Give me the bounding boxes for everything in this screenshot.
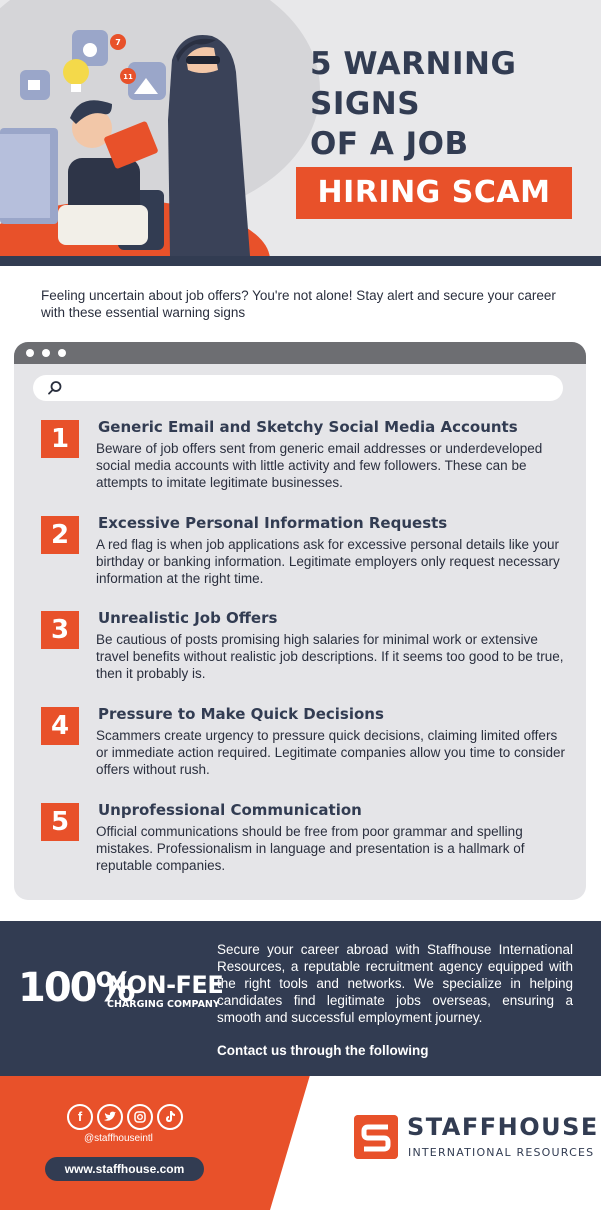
- twitter-icon[interactable]: [97, 1104, 123, 1130]
- sign-number: 1: [41, 420, 79, 458]
- browser-topbar: [14, 342, 586, 364]
- sign-description: Scammers create urgency to pressure quick decisions, claiming limited offers or immediate action required. Legitimate companies allow you time to consider offers without rush.: [96, 728, 565, 777]
- sign-title: Unrealistic Job Offers: [98, 609, 278, 627]
- promo-paragraph: Secure your career abroad with Staffhouse International Resources, a reputable recruitment agency equipped with the right tools and networks. We specialize in helping candidates find legitimate jobs overseas, ensuring a smooth and successful employment journey.: [217, 942, 573, 1025]
- sign-description: Official communications should be free from poor grammar and spelling mistakes. Professionalism in language and presentation is a hallmark of reputable companies.: [96, 824, 525, 873]
- badge-charging: CHARGING COMPANY: [107, 999, 220, 1010]
- staffhouse-logo-mark: [354, 1115, 398, 1159]
- title-line-1: 5 WARNING: [310, 46, 517, 82]
- badge-count-11: 11: [123, 73, 133, 81]
- search-icon: [47, 380, 63, 396]
- title-highlight: HIRING SCAM: [317, 175, 551, 210]
- facebook-icon[interactable]: f: [67, 1104, 93, 1130]
- header-banner: [0, 0, 601, 256]
- promo-band: [0, 921, 601, 1076]
- tiktok-icon[interactable]: [157, 1104, 183, 1130]
- title-highlight-box: [296, 167, 572, 219]
- sign-title: Pressure to Make Quick Decisions: [98, 705, 384, 723]
- title-line-2: SIGNS: [310, 86, 421, 122]
- window-dot: [42, 349, 50, 357]
- contact-heading: Contact us through the following: [217, 1043, 429, 1058]
- window-dot: [26, 349, 34, 357]
- sign-number: 3: [41, 611, 79, 649]
- sign-title: Generic Email and Sketchy Social Media Accounts: [98, 418, 518, 436]
- sign-title: Excessive Personal Information Requests: [98, 514, 448, 532]
- window-dot: [58, 349, 66, 357]
- social-handle: @staffhouseintl: [84, 1133, 153, 1144]
- footer-white: [270, 1076, 601, 1210]
- sign-number: 2: [41, 516, 79, 554]
- sign-description: A red flag is when job applications ask for excessive personal details like your birthday or banking information. Legitimate employers only request necessary information at the right time.: [96, 537, 560, 586]
- hacker-illustration: [0, 0, 300, 256]
- badge-percent: 100%: [18, 965, 134, 1011]
- header-divider: [0, 256, 601, 266]
- logo-subtitle: INTERNATIONAL RESOURCES: [408, 1146, 595, 1159]
- sign-number: 5: [41, 803, 79, 841]
- logo-name: STAFFHOUSE: [407, 1113, 599, 1141]
- instagram-icon[interactable]: [127, 1104, 153, 1130]
- sign-description: Beware of job offers sent from generic email addresses or underdeveloped social media accounts with little activity and few followers. These can be attempts to imitate legitimate businesses.: [96, 441, 543, 490]
- badge-nonfee: NON-FEE: [107, 971, 224, 999]
- search-bar[interactable]: [33, 375, 563, 401]
- sign-description: Be cautious of posts promising high salaries for minimal work or extensive travel benefits without realistic job descriptions. If it seems too good to be true, then it probably is.: [96, 632, 564, 681]
- sign-number: 4: [41, 707, 79, 745]
- sign-title: Unprofessional Communication: [98, 801, 362, 819]
- title-line-3: OF A JOB: [310, 126, 469, 162]
- website-link[interactable]: www.staffhouse.com: [45, 1157, 204, 1181]
- intro-text: Feeling uncertain about job offers? You're not alone! Stay alert and secure your career with these essential warning signs: [41, 288, 556, 320]
- browser-panel: [14, 342, 586, 900]
- badge-count-7: 7: [115, 38, 121, 47]
